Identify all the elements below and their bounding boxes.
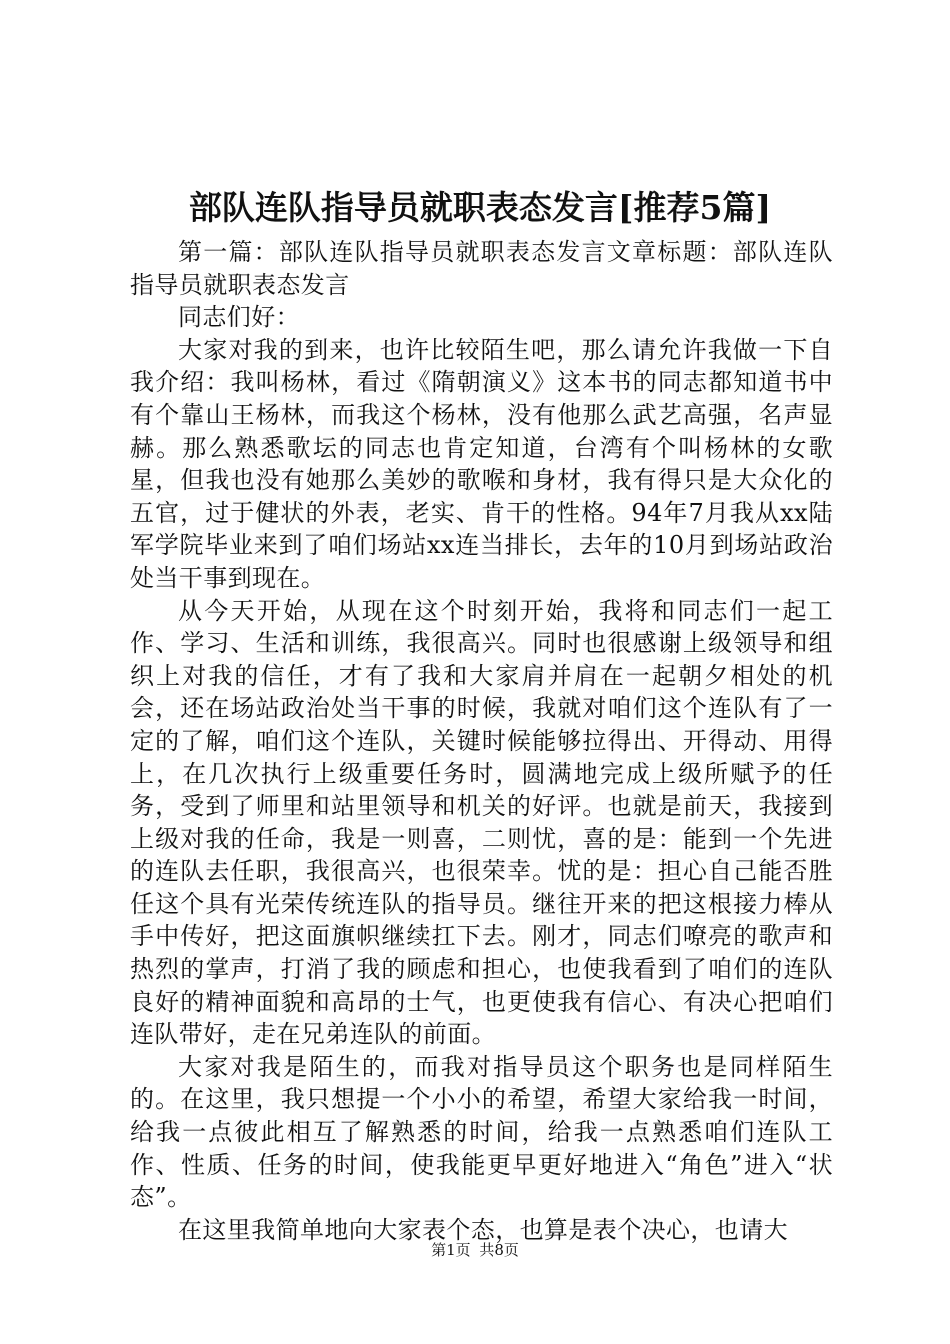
paragraph-hope: 大家对我是陌生的，而我对指导员这个职务也是同样陌生的。在这里，我只想提一个小小的希望，希望大家给我一时间，给我一点彼此相互了解熟悉的时间，给我一点熟悉咱们连队工作、性质、任务的时间，使我能更早更好地进入“角色”进入“状态”。 (130, 1052, 833, 1212)
paragraph-statement: 在这里我简单地向大家表个态，也算是表个决心，也请大 (178, 1215, 788, 1244)
paragraph-commitment: 从今天开始，从现在这个时刻开始，我将和同志们一起工作、学习、生活和训练，我很高兴。同时也很感谢上级领导和组织上对我的信任，才有了我和大家肩并肩在一起朝夕相处的机会，还在场站政治处当干事的时候，我就对咱们这个连队有了一定的了解，咱们这个连队，关键时候能够拉得出、开得动、用得上，在几次执行上级重要任务时，圆满地完成上级所赋予的任务，受到了师里和站里领导和机关的好评。也就是前天，我接到上级对我的任命，我是一则喜，二则忧，喜的是：能到一个先进的连队去任职，我很高兴，也很荣幸。忧的是：担心自己能否胜任这个具有光荣传统连队的指导员。继往开来的把这根接力棒从手中传好，把这面旗帜继续扛下去。刚才，同志们嘹亮的歌声和热烈的掌声，打消了我的顾虑和担心，也使我看到了咱们的连队良好的精神面貌和高昂的士气，也更使我有信心、有决心把咱们连队带好，走在兄弟连队的前面。 (130, 596, 833, 1049)
document-title: 部队连队指导员就职表态发言[推荐5篇] (188, 188, 772, 227)
paragraph-greeting: 同志们好： (178, 303, 300, 332)
page-number: 第1页 (431, 1241, 471, 1259)
page-total: 共8页 (479, 1241, 519, 1259)
page-footer (0, 1240, 950, 1260)
document-body (130, 236, 833, 1246)
paragraph-heading: 第一篇：部队连队指导员就职表态发言文章标题：部队连队指导员就职表态发言 (130, 238, 833, 299)
paragraph-introduction: 大家对我的到来，也许比较陌生吧，那么请允许我做一下自我介绍：我叫杨林，看过《隋朝演义》这本书的同志都知道书中有个靠山王杨林，而我这个杨林，没有他那么武艺高强，名声显赫。那么熟悉歌坛的同志也肯定知道，台湾有个叫杨林的女歌星，但我也没有她那么美妙的歌喉和身材，我有得只是大众化的五官，过于健状的外表，老实、肯干的性格。94年7月我从xx陆军学院毕业来到了咱们场站xx连当排长，去年的10月到场站政治处当干事到现在。 (130, 335, 833, 592)
